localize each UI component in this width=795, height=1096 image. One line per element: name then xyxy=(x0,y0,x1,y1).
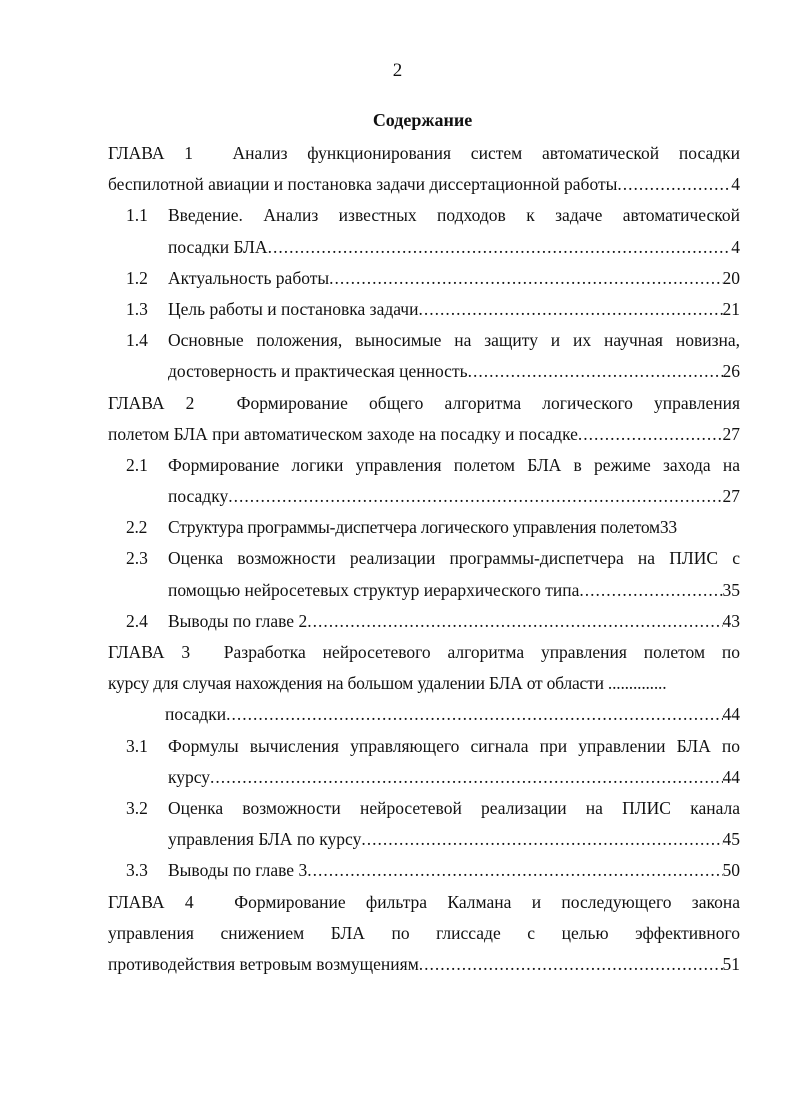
toc-section-2-4[interactable]: 2.4 Выводы по главе 2 ..... 43 xyxy=(108,606,740,637)
toc-section-2-3-line1: 2.3 Оценка возможности реализации программы-диспетчера на ПЛИС с xyxy=(126,548,740,569)
page-ref: 35 xyxy=(722,579,740,600)
toc-section-2-1-line1: 2.1 Формирование логики управления полетом БЛА в режиме захода на xyxy=(126,454,740,475)
page-ref: 51 xyxy=(722,953,740,974)
toc-title: Содержание xyxy=(372,110,473,130)
toc-section-1-1-line1: 1.1 Введение. Анализ известных подходов к задаче автоматической xyxy=(126,205,740,226)
page-ref: 50 xyxy=(722,860,740,881)
toc-section-3-1-line2[interactable]: курсу ..... 44 xyxy=(108,762,740,793)
toc-section-2-1-line2[interactable]: посадку ..... 27 xyxy=(108,481,740,512)
toc-section-1-4-line1: 1.4 Основные положения, выносимые на защиту и их научная новизна, xyxy=(126,330,740,351)
page-number: 2 xyxy=(392,60,403,81)
page-ref: 26 xyxy=(722,361,740,382)
toc-section-1-1-line2[interactable]: посадки БЛА ..... 4 xyxy=(108,232,740,263)
toc-section-1-3[interactable]: 1.3 Цель работы и постановка задачи ..... 21 xyxy=(108,294,740,325)
page-ref: 27 xyxy=(722,423,740,444)
page-ref: 27 xyxy=(722,486,740,507)
toc-chapter-1-line1: ГЛАВА 1 Анализ функционирования систем автоматической посадки xyxy=(108,143,740,163)
toc-chapter-3-line2: курсу для случая нахождения на большом удалении БЛА от области .............. xyxy=(108,673,667,694)
toc-chapter-3-line3[interactable]: посадки ..... 44 xyxy=(108,699,740,730)
page-ref: 43 xyxy=(722,610,740,631)
page-ref: 44 xyxy=(722,766,740,787)
page-ref: 4 xyxy=(731,174,740,195)
toc-section-3-3[interactable]: 3.3 Выводы по главе 3 ..... 50 xyxy=(108,855,740,886)
toc-section-3-2-line1: 3.2 Оценка возможности нейросетевой реализации на ПЛИС канала xyxy=(126,797,740,818)
page-ref: 4 xyxy=(731,236,740,257)
toc-section-3-2-line2[interactable]: управления БЛА по курсу ..... 45 xyxy=(108,824,740,855)
toc-section-1-2[interactable]: 1.2 Актуальность работы ..... 20 xyxy=(108,263,740,294)
toc-chapter-1-line2[interactable]: беспилотной авиации и постановка задачи диссертационной работы ..... 4 xyxy=(108,169,740,200)
toc-chapter-2-line2[interactable]: полетом БЛА при автоматическом заходе на посадку и посадке ..... 27 xyxy=(108,419,740,450)
toc-chapter-3-line1: ГЛАВА 3 Разработка нейросетевого алгоритма управления полетом по xyxy=(108,642,740,662)
toc-chapter-4-line3[interactable]: противодействия ветровым возмущениям ..... 51 xyxy=(108,949,740,980)
toc-chapter-2-line1: ГЛАВА 2 Формирование общего алгоритма логического управления xyxy=(108,392,740,413)
page-ref: 33 xyxy=(659,517,677,538)
toc-chapter-4-line1: ГЛАВА 4 Формирование фильтра Калмана и последующего закона xyxy=(108,891,740,912)
toc-chapter-4-line2: управления снижением БЛА по глиссаде с целью эффективного xyxy=(108,922,740,943)
page-ref: 20 xyxy=(722,267,740,288)
page-ref: 44 xyxy=(722,704,740,725)
toc-section-2-2[interactable]: 2.2 Структура программы-диспетчера логического управления полетом33 xyxy=(126,517,677,538)
page-ref: 45 xyxy=(722,829,740,850)
table-of-contents xyxy=(108,138,740,980)
toc-section-3-1-line1: 3.1 Формулы вычисления управляющего сигнала при управлении БЛА по xyxy=(126,735,740,756)
toc-section-1-4-line2[interactable]: достоверность и практическая ценность ..... 26 xyxy=(108,356,740,387)
page-ref: 21 xyxy=(722,298,740,319)
toc-section-2-3-line2[interactable]: помощью нейросетевых структур иерархического типа ..... 35 xyxy=(108,575,740,606)
